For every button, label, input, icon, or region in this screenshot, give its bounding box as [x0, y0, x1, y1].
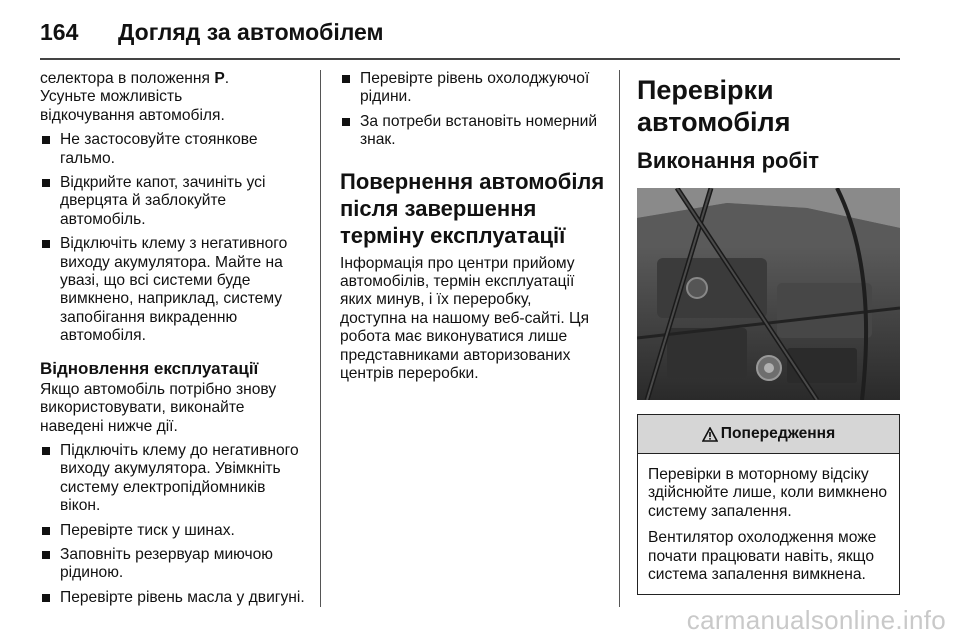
- list-item: Відкрийте капот, зачиніть усі дверцята й заблокуйте автомобіль.: [40, 174, 285, 229]
- intro-text: [40, 70, 308, 125]
- list-item: Відключіть клему з негативного виходу акумулятора. Майте на увазі, що всі системи буде вимкнено, наприклад, систему запобігання викраденню автомобіля.: [40, 235, 292, 345]
- page-number: 164: [40, 19, 79, 45]
- engine-bay-photo: [637, 188, 900, 400]
- intro-period: .: [224, 70, 230, 87]
- bullet-list: [40, 442, 308, 607]
- running-title: Догляд за автомобілем: [118, 19, 384, 45]
- section-heading: Повернення автомобіля після завершення терміну експлуатації: [340, 168, 605, 248]
- warning-triangle-icon: [702, 427, 718, 442]
- warning-box: [637, 414, 900, 595]
- page-section-title: Перевірки автомобіля: [637, 75, 791, 137]
- paragraph: Інформація про центри прийому автомобілів, термін експлуатації яких минув, і їх переробку, доступна на нашому веб-сайті. Ця робота має виконуватися лише представниками авторизованих центрів переробки.: [340, 254, 590, 383]
- list-item: Перевірте рівень масла у двигуні.: [40, 589, 308, 607]
- bullet-list: [40, 131, 308, 345]
- intro-line: Усуньте можливість: [40, 88, 183, 106]
- subsection-heading: Виконання робіт: [637, 148, 819, 173]
- column-middle: [340, 70, 608, 383]
- list-item: Перевірте рівень охолоджуючої рідини.: [340, 70, 600, 107]
- intro-line: відкочування автомобіля.: [40, 106, 225, 124]
- list-item: За потреби встановіть номерний знак.: [340, 113, 610, 150]
- column-divider: [320, 70, 321, 607]
- list-item: Не застосовуйте стоянкове гальмо.: [40, 131, 285, 168]
- warning-paragraph: Перевірки в моторному відсіку здійснюйте лише, коли вимкнено систему запалення.: [648, 466, 888, 520]
- section-heading: Відновлення експлуатації: [40, 358, 259, 378]
- page-header: [40, 0, 900, 60]
- list-item: Перевірте тиск у шинах.: [40, 522, 308, 540]
- bullet-list: [340, 70, 608, 150]
- list-item: Підключіть клему до негативного виходу акумулятора. Увімкніть систему електропідйомників вікон.: [40, 442, 300, 516]
- list-item: Заповніть резервуар миючою рідиною.: [40, 546, 280, 583]
- column-right: [637, 70, 900, 595]
- warning-header: [638, 415, 899, 454]
- watermark: carmanualsonline.info: [686, 605, 946, 635]
- warning-paragraph: Вентилятор охолодження може почати працювати навіть, якщо система запалення вимкнена.: [648, 529, 877, 584]
- warning-body: [638, 454, 899, 594]
- warning-title: Попередження: [720, 424, 836, 442]
- column-divider: [619, 70, 620, 607]
- column-left: [40, 70, 308, 607]
- gear-position-p: P: [214, 70, 225, 87]
- intro-line: селектора в положення: [40, 70, 215, 87]
- paragraph: Якщо автомобіль потрібно знову використовувати, виконайте наведені нижче дії.: [40, 380, 277, 435]
